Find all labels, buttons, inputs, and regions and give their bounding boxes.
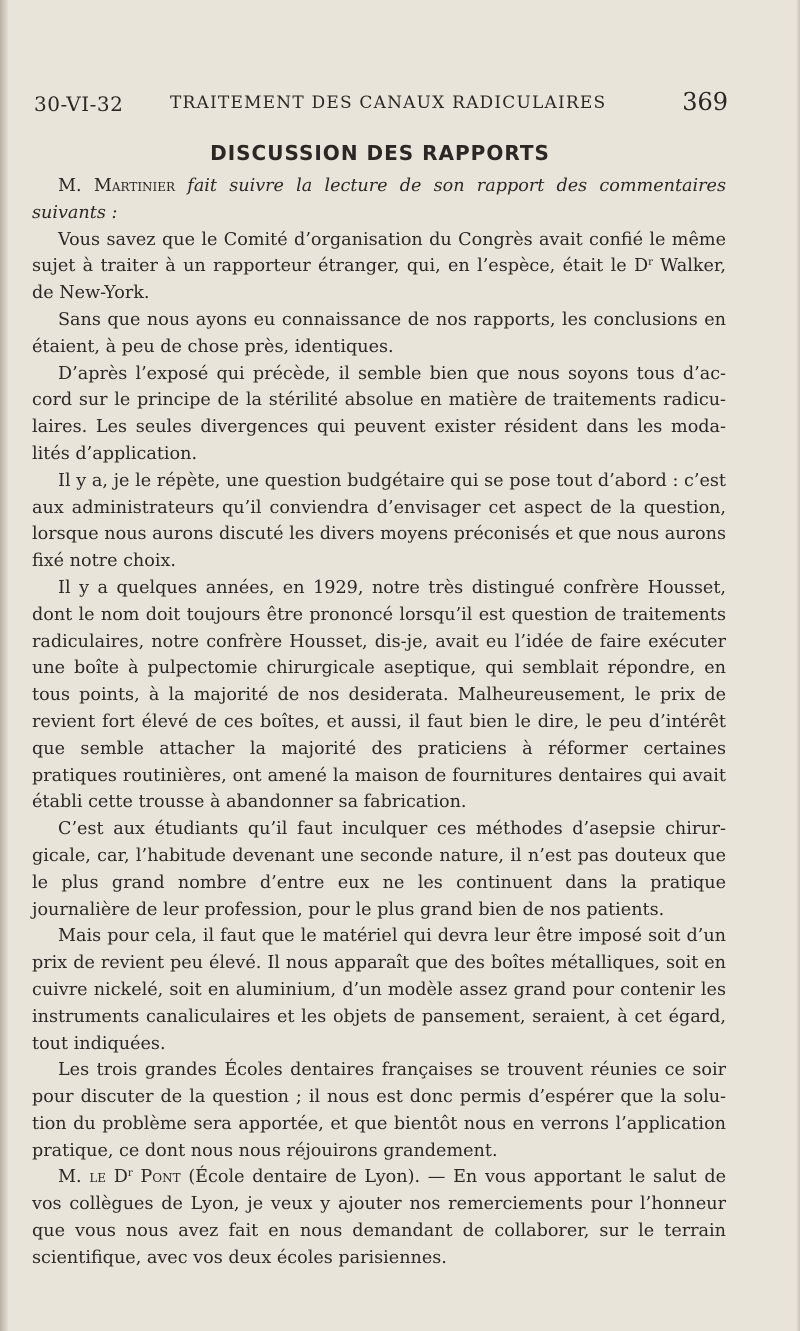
paragraph-10 xyxy=(32,1164,726,1271)
paragraph-9: Les trois grandes Écoles dentaires françaises se trouvent réunies ce soir pour discuter de la question ; il nous est donc permis d’espérer que la solution du problème sera apportée, et que bientôt nous en verrons l’application pratique, ce dont nous nous réjouirons grandement. xyxy=(32,1060,726,1161)
paragraph-10-text: (École dentaire de Lyon). — En vous apportant le salut de vos collègues de Lyon, je veux y ajouter nos remerciements pour l’honneur que vous nous avez fait en nous demandant de collaborer, sur le terrain scientifique, avec vos deux écoles parisiennes. xyxy=(32,1167,726,1268)
speaker-name: Martinier xyxy=(93,176,176,196)
speaker-prefix: M. xyxy=(58,176,94,196)
paragraph-7: C’est aux étudiants qu’il faut inculquer ces méthodes d’asepsie chirurgicale, car, l’habitude devenant une seconde nature, il n’est pas douteux que le plus grand nombre d’entre eux ne les continuent dans la pratique journalière de leur profession, pour le plus grand bien de nos patients. xyxy=(32,819,726,920)
paragraph-5: Il y a, je le répète, une question budgétaire qui se pose tout d’abord : c’est aux administrateurs qu’il conviendra d’envisager cet aspect de la question, lorsque nous aurons discuté les divers moyens préconisés et que nous aurons fixé notre choix. xyxy=(32,470,726,572)
speaker-name-2: Pont xyxy=(140,1167,181,1188)
page-binding-shadow xyxy=(0,0,8,1331)
paragraph-2-text-b: Walker, de New-York. xyxy=(32,256,726,304)
article-body xyxy=(32,173,726,1272)
paragraph-2-text-a: Vous savez que le Comité d’organisation du Congrès avait confié le même sujet à traiter à un rapporteur étranger, qui, en l’espèce, était le D xyxy=(32,229,726,277)
header-running-title: TRAITEMENT DES CANAUX RADICULAIRES xyxy=(170,93,607,113)
speaker-prefix-2: M. xyxy=(58,1167,90,1188)
speaker-title-le: le xyxy=(89,1167,107,1188)
paragraph-10-superscript: r xyxy=(127,1168,133,1180)
page-number: 369 xyxy=(682,88,728,116)
header-date: 30-VI-32 xyxy=(34,92,124,116)
paragraph-2 xyxy=(32,227,726,307)
paragraph-2-superscript: r xyxy=(648,257,653,269)
paragraph-6: Il y a quelques années, en 1929, notre très distingué confrère Housset, dont le nom doit toujours être prononcé lorsqu’il est question de traitements radiculaires, notre confrère Housset, dis-je, avait eu l’idée de faire exécuter une boîte à pulpectomie chirurgicale aseptique, qui semblait répondre, en tous points, à la majorité de nos desiderata. Malheureusement, le prix de revient fort élevé de ces boîtes, et aussi, il faut bien le dire, le peu d’intérêt que semble attacher la majorité des praticiens à réformer certaines pratiques routinières, ont amené la maison de fournitures dentaires qui avait établi cette trousse à abandonner sa fabrication. xyxy=(32,577,726,813)
section-title: DISCUSSION DES RAPPORTS xyxy=(210,141,550,165)
paragraph-4: D’après l’exposé qui précède, il semble bien que nous soyons tous d’accord sur le principe de la stérilité absolue en matière de traitements radiculaires. Les seules divergences qui peuvent exister résident dans les modalités d’application. xyxy=(32,363,726,464)
paragraph-1 xyxy=(32,173,726,227)
paragraph-3: Sans que nous ayons eu connaissance de nos rapports, les conclusions en étaient, à peu de chose près, identiques. xyxy=(32,309,726,357)
speaker-title-dr: D xyxy=(106,1167,128,1188)
paragraph-8: Mais pour cela, il faut que le matériel qui devra leur être imposé soit d’un prix de revient peu élevé. Il nous apparaît que des boîtes métalliques, soit en cuivre nickelé, soit en aluminium, d’un modèle assez grand pour contenir les instruments canaliculaires et les objets de pansement, seraient, à cet égard, tout indiquées. xyxy=(32,926,726,1054)
page-right-edge xyxy=(796,0,800,1331)
intro-italic-text: fait suivre la lecture de son rapport des commentaires suivants : xyxy=(32,176,726,223)
running-header xyxy=(34,88,728,120)
